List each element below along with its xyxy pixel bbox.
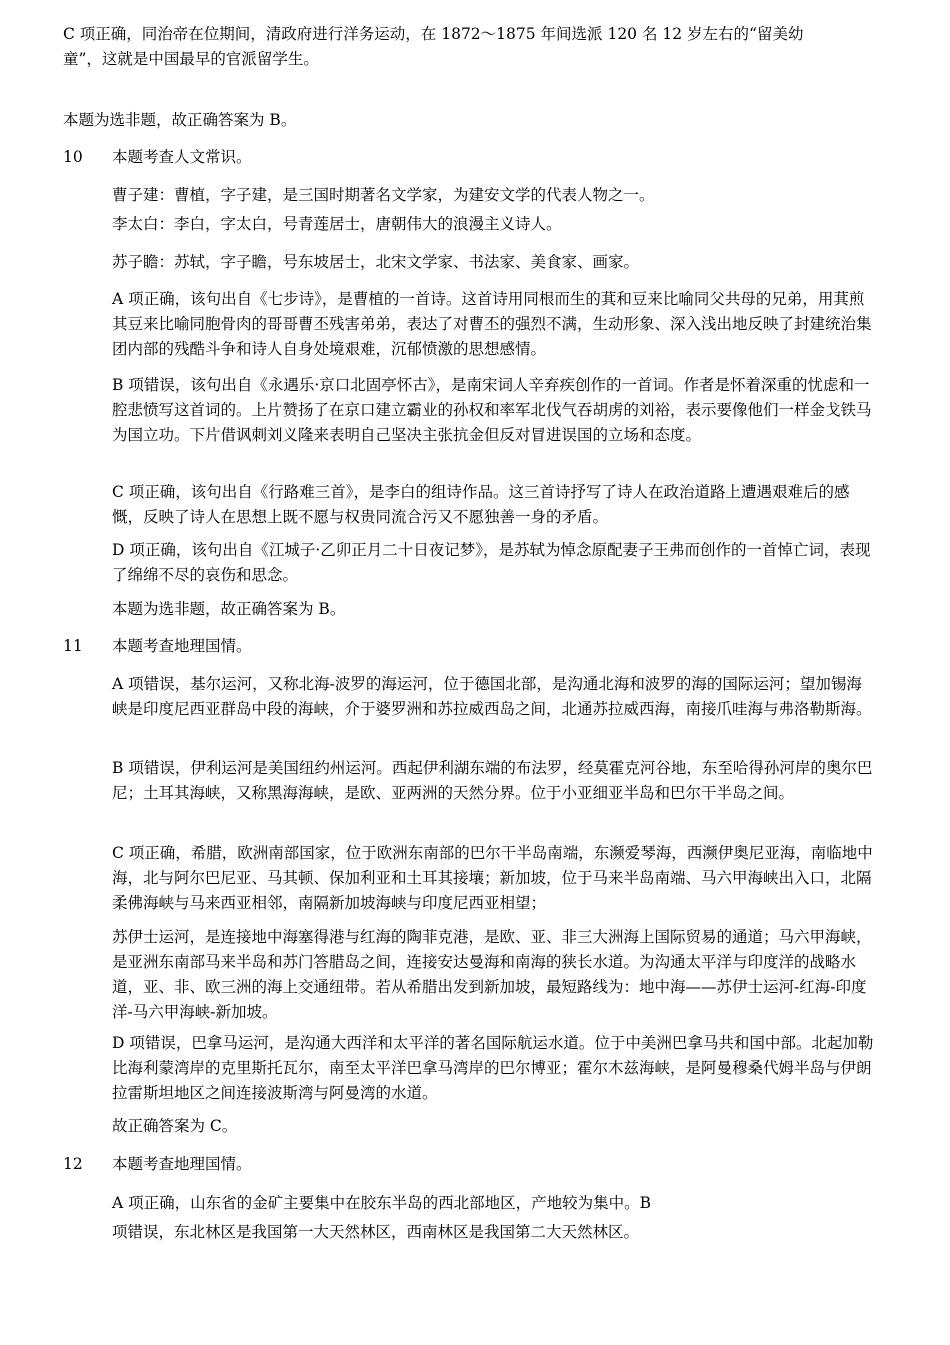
q10-option-b: B 项错误，该句出自《永遇乐·京口北固亭怀古》，是南宋词人辛弃疾创作的一首词。作者是怀着深重的忧虑和一腔悲愤写这首词的。上片赞扬了在京口建立霸业的孙权和率军北伐气吞胡虏的刘裕，表示要像他们一样金戈铁马为国立功。下片借讽刺刘义隆来表明自己坚决主张抗金但反对冒进误国的立场和态度。	[112, 376, 872, 444]
q11-option-b: B 项错误，伊利运河是美国纽约州运河。西起伊利湖东端的布法罗，经莫霍克河谷地，东至哈得孙河岸的奥尔巴尼；土耳其海峡，又称黑海海峡，是欧、亚两洲的天然分界。位于小亚细亚半岛和巴尔干半岛之间。	[112, 759, 873, 802]
q10-answer: 本题为选非题，故正确答案为 B。	[112, 600, 346, 618]
q10-paragraph-3: 苏子瞻：苏轼，字子瞻，号东坡居士，北宋文学家、书法家、美食家、画家。	[112, 253, 640, 271]
question-11-title: 本题考查地理国情。	[112, 637, 252, 655]
q12-option-b: 项错误，东北林区是我国第一大天然林区，西南林区是我国第二大天然林区。	[112, 1223, 640, 1241]
q10-paragraph-2: 李太白：李白，字太白，号青莲居士，唐朝伟大的浪漫主义诗人。	[112, 215, 562, 233]
q11-answer: 故正确答案为 C。	[112, 1117, 238, 1135]
q11-option-c-continued: 苏伊士运河，是连接地中海塞得港与红海的陶菲克港，是欧、亚、非三大洲海上国际贸易的通道；马六甲海峡，是亚洲东南部马来半岛和苏门答腊岛之间，连接安达曼海和南海的狭长水道。为沟通太平洋与印度洋的战略水道，亚、非、欧三洲的海上交通纽带。若从希腊出发到新加坡，最短路线为：地中海——苏伊士运河-红海-印度洋-马六甲海峡-新加坡。	[112, 928, 872, 1021]
intro-paragraph-1: C 项正确，同治帝在位期间，清政府进行洋务运动，在 1872～1875 年间选派 120 名 12 岁左右的“留美幼童”，这就是中国最早的官派留学生。	[63, 25, 804, 68]
q10-option-a: A 项正确，该句出自《七步诗》，是曹植的一首诗。这首诗用同根而生的萁和豆来比喻同父共母的兄弟，用萁煎其豆来比喻同胞骨肉的哥哥曹丕残害弟弟，表达了对曹丕的强烈不满，生动形象、深入浅出地反映了封建统治集团内部的残酷斗争和诗人自身处境艰难，沉郁愤激的思想感情。	[112, 290, 872, 358]
q11-option-c: C 项正确，希腊，欧洲南部国家，位于欧洲东南部的巴尔干半岛南端，东濒爱琴海，西濒伊奥尼亚海，南临地中海，北与阿尔巴尼亚、马其顿、保加利亚和土耳其接壤；新加坡，位于马来半岛南端、马六甲海峡出入口，北隔柔佛海峡与马来西亚相邻，南隔新加坡海峡与印度尼西亚相望；	[112, 844, 873, 912]
q11-option-a: A 项错误，基尔运河，又称北海-波罗的海运河，位于德国北部，是沟通北海和波罗的海的国际运河；望加锡海峡是印度尼西亚群岛中段的海峡，介于婆罗洲和苏拉威西岛之间，北通苏拉威西海，南接爪哇海与弗洛勒斯海。	[112, 675, 872, 718]
q10-option-d: D 项正确，该句出自《江城子·乙卯正月二十日夜记梦》，是苏轼为悼念原配妻子王弗而创作的一首悼亡词，表现了绵绵不尽的哀伤和思念。	[112, 541, 871, 584]
intro-answer: 本题为选非题，故正确答案为 B。	[63, 111, 297, 129]
q11-option-d: D 项错误，巴拿马运河，是沟通大西洋和太平洋的著名国际航运水道。位于中美洲巴拿马共和国中部。北起加勒比海利蒙湾岸的克里斯托瓦尔，南至太平洋巴拿马湾岸的巴尔博亚；霍尔木兹海峡，是阿曼穆桑代姆半岛与伊朗拉雷斯坦地区之间连接波斯湾与阿曼湾的水道。	[112, 1034, 874, 1102]
question-10-title: 本题考查人文常识。	[112, 148, 252, 166]
question-number-10: 10	[63, 148, 83, 166]
q12-option-a: A 项正确，山东省的金矿主要集中在胶东半岛的西北部地区，产地较为集中。B	[112, 1194, 652, 1212]
question-number-12: 12	[63, 1155, 83, 1173]
q10-option-c: C 项正确，该句出自《行路难三首》，是李白的组诗作品。这三首诗抒写了诗人在政治道路上遭遇艰难后的感慨，反映了诗人在思想上既不愿与权贵同流合污又不愿独善一身的矛盾。	[112, 483, 850, 526]
question-12-title: 本题考查地理国情。	[112, 1155, 252, 1173]
question-number-11: 11	[63, 637, 83, 655]
q10-paragraph-1: 曹子建：曹植，字子建，是三国时期著名文学家，为建安文学的代表人物之一。	[112, 186, 655, 204]
